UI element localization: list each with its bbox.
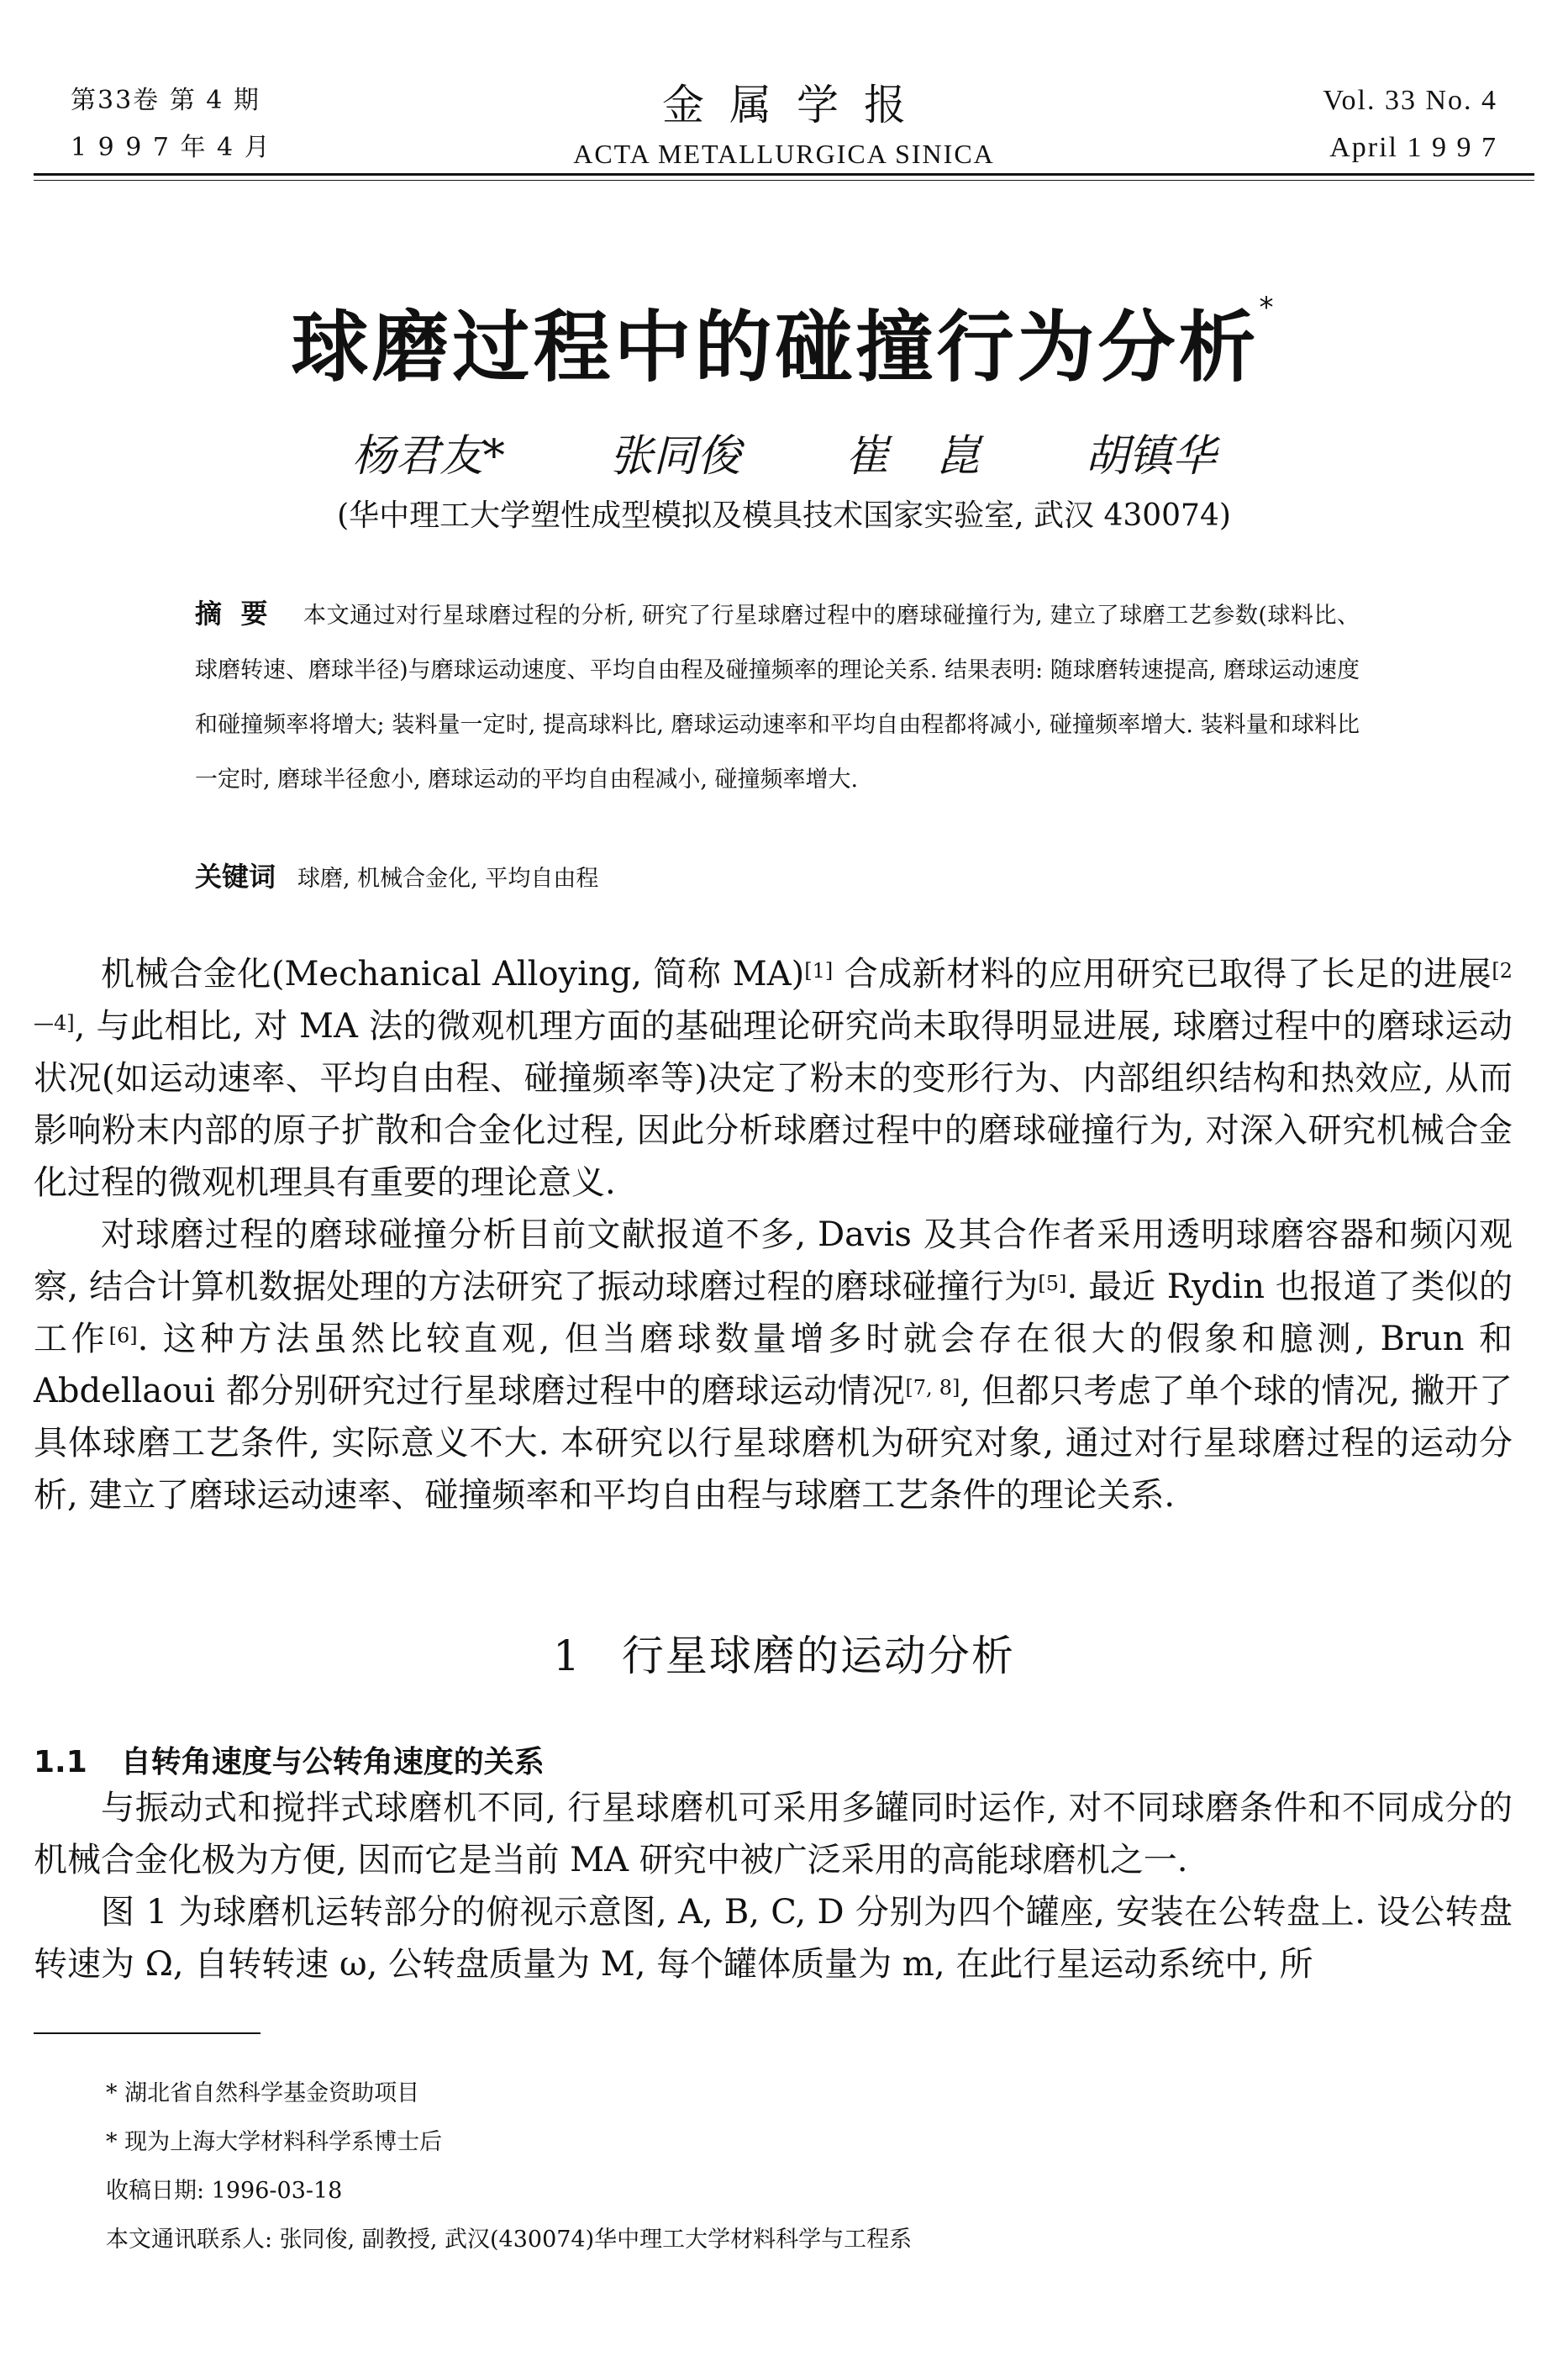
journal-name-en: ACTA METALLURGICA SINICA xyxy=(573,139,995,169)
volume-issue-en: Vol. 33 No. 4 xyxy=(1323,85,1497,116)
section-heading xyxy=(0,1622,1568,1683)
author: 崔 崑 xyxy=(845,431,981,482)
author-list xyxy=(0,420,1568,483)
header-center xyxy=(62,77,1506,175)
section-body xyxy=(34,1782,1513,1990)
citation: [6] xyxy=(108,1324,138,1347)
author: 胡镇华 xyxy=(1085,431,1217,482)
subsection-heading xyxy=(34,1738,545,1781)
running-header xyxy=(62,77,1506,178)
publication-date: 1 9 9 7 年 4 月 xyxy=(71,133,271,162)
author: 张同俊 xyxy=(609,431,741,482)
article-title xyxy=(0,286,1568,397)
header-right xyxy=(1323,77,1497,171)
section-title: 行星球磨的运动分析 xyxy=(621,1631,1015,1680)
citation: [7, 8] xyxy=(905,1376,960,1399)
keywords xyxy=(195,856,1360,894)
header-rule-thick xyxy=(34,173,1534,176)
abstract xyxy=(195,587,1360,807)
footnote: 本文通讯联系人: 张同俊, 副教授, 武汉(430074)华中理工大学材料科学与工程系 xyxy=(106,2227,913,2253)
publication-date-en: April 1 9 9 7 xyxy=(1329,132,1497,163)
citation: [1] xyxy=(804,959,834,983)
paragraph: 机械合金化(Mechanical Alloying, 简称 MA)[1] 合成新材料的应用研究已取得了长足的进展[2—4], 与此相比, 对 MA 法的微观机理方面的基础理论研究尚未取得明显进展, 球磨过程中的磨球运动状况(如运动速率、平均自由程、碰撞频率等)决定了粉末的变形行为、内部组织结构和热效应, 从而影响粉末内部的原子扩散和合金化过程, 因此分析球磨过程中的磨球碰撞行为, 对深入研究机械合金化过程的微观机理具有重要的理论意义. xyxy=(34,955,1513,1202)
footnote: * 湖北省自然科学基金资助项目 xyxy=(106,2080,420,2106)
paragraph: 与振动式和搅拌式球磨机不同, 行星球磨机可采用多罐同时运作, 对不同球磨条件和不同成分的机械合金化极为方便, 因而它是当前 MA 研究中被广泛采用的高能球磨机之一. xyxy=(34,1789,1513,1879)
footnote-rule xyxy=(34,2032,260,2034)
keywords-label: 关键词 xyxy=(195,861,276,893)
paragraph: 对球磨过程的磨球碰撞分析目前文献报道不多, Davis 及其合作者采用透明球磨容器和频闪观察, 结合计算机数据处理的方法研究了振动球磨过程的磨球碰撞行为[5]. 最近 Rydin 也报道了类似的工作[6]. 这种方法虽然比较直观, 但当磨球数量增多时就会存在很大的假象和臆测, Brun 和 Abdellaoui 都分别研究过行星球磨过程中的磨球运动情况[7, 8], 但都只考虑了单个球的情况, 撇开了具体球磨工艺条件, 实际意义不大. 本研究以行星球磨机为研究对象, 通过对行星球磨过程的运动分析, 建立了磨球运动速率、碰撞频率和平均自由程与球磨工艺条件的理论关系. xyxy=(34,1215,1513,1515)
abstract-label: 摘要 xyxy=(195,598,287,630)
footnote: 收稿日期: 1996-03-18 xyxy=(106,2178,343,2204)
citation: [5] xyxy=(1038,1272,1067,1295)
paragraph: 图 1 为球磨机运转部分的俯视示意图, A, B, C, D 分别为四个罐座, 安装在公转盘上. 设公转盘转速为 Ω, 自转转速 ω, 公转盘质量为 M, 每个罐体质量为 m, 在此行星运动系统中, 所 xyxy=(34,1893,1513,1984)
article-title-text: 球磨过程中的碰撞行为分析 xyxy=(291,303,1260,393)
title-footnote-mark: * xyxy=(1259,291,1277,324)
subsection-number: 1.1 xyxy=(34,1745,87,1779)
journal-name-cn: 金属学报 xyxy=(662,81,931,129)
section-number: 1 xyxy=(553,1631,581,1680)
footnotes xyxy=(106,2069,1501,2264)
abstract-text: 本文通过对行星球磨过程的分析, 研究了行星球磨过程中的磨球碰撞行为, 建立了球磨工艺参数(球料比、球磨转速、磨球半径)与磨球运动速度、平均自由程及碰撞频率的理论关系. 结果表明: 随球磨转速提高, 磨球运动速度和碰撞频率将增大; 装料量一定时, 提高球料比, 磨球运动速率和平均自由程都将减小, 碰撞频率增大. 装料量和球料比一定时, 磨球半径愈小, 磨球运动的平均自由程减小, 碰撞频率增大. xyxy=(195,603,1360,793)
header-rule-thin xyxy=(34,180,1534,181)
keywords-text: 球磨, 机械合金化, 平均自由程 xyxy=(297,866,599,892)
introduction xyxy=(34,948,1513,1521)
author: 杨君友* xyxy=(351,431,505,482)
footnote: * 现为上海大学材料科学系博士后 xyxy=(106,2129,443,2155)
volume-issue: 第33卷 第 4 期 xyxy=(71,86,260,115)
citation: [2—4] xyxy=(34,959,1513,1035)
subsection-title: 自转角速度与公转角速度的关系 xyxy=(120,1745,545,1779)
affiliation: (华中理工大学塑性成型模拟及模具技术国家实验室, 武汉 430074) xyxy=(337,498,1231,533)
